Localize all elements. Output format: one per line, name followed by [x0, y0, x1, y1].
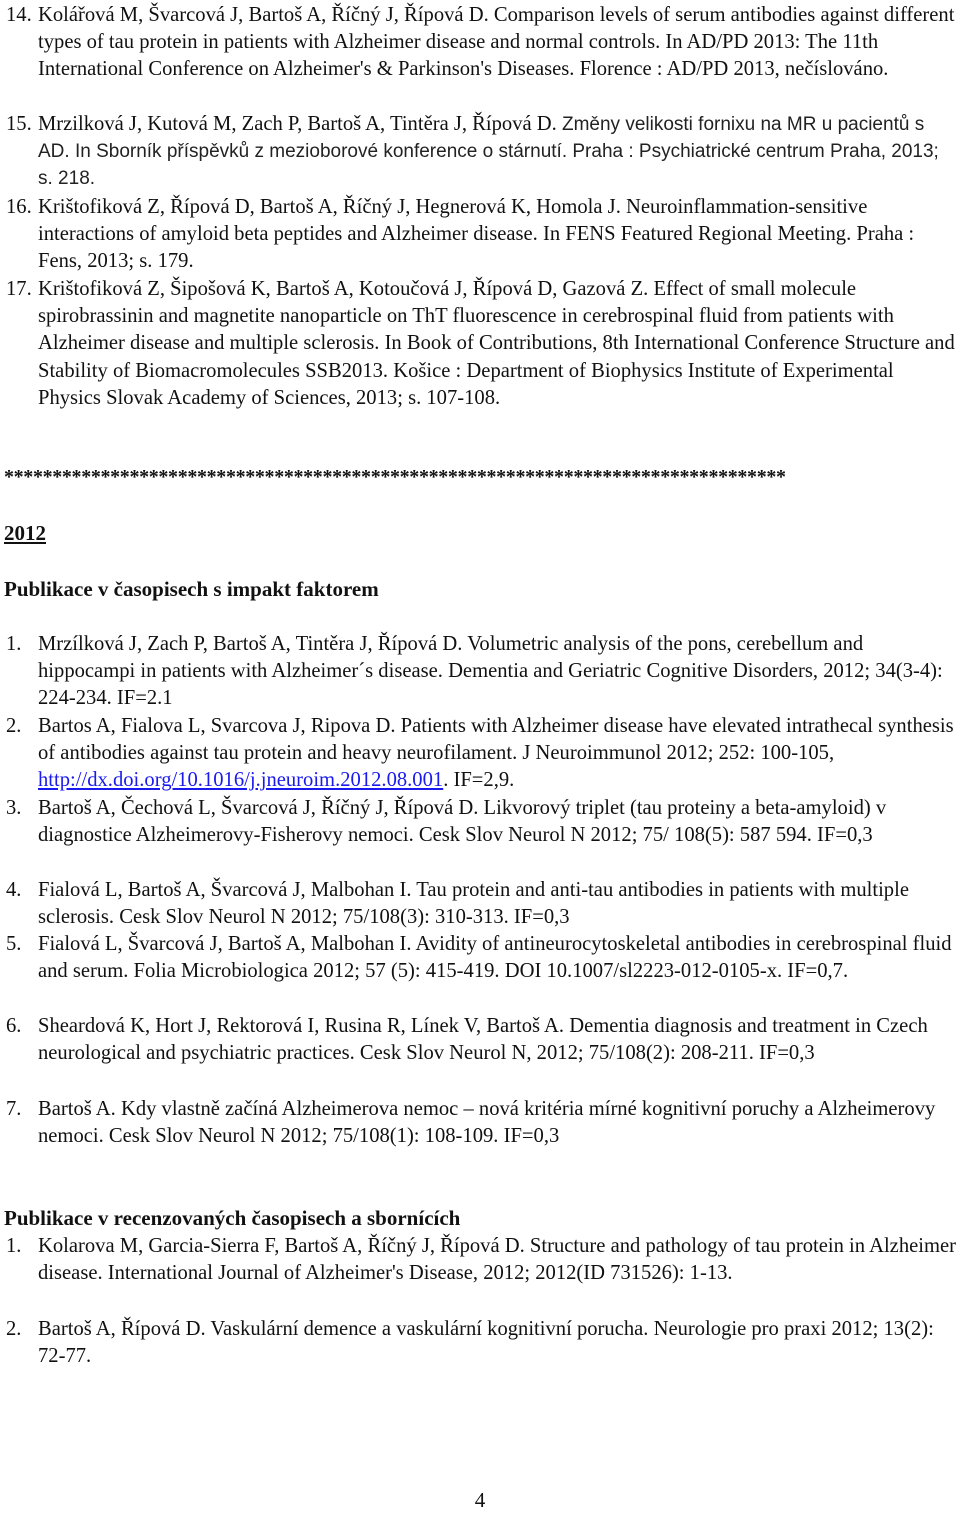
publication-item: [6, 795, 956, 849]
section-heading: Publikace v časopisech s impakt faktorem: [4, 577, 379, 601]
publication-number: 3.: [6, 797, 22, 819]
reference-text: Krištofiková Z, Řípová D, Bartoš A, Říčný J, Hegnerová K, Homola J. Neuroinflammation-sensitive interactions of amyloid beta peptides and Alzheimer disease. In FENS Featured Regional Meeting. Praha : Fens, 2013; s. 179.: [38, 196, 915, 273]
publication-number: 1.: [6, 1235, 22, 1257]
publication-text-end: . IF=2,9.: [443, 769, 515, 792]
publication-item: [6, 1316, 956, 1370]
publication-number: 4.: [6, 879, 22, 901]
publication-number: 7.: [6, 1098, 22, 1120]
publication-item: [6, 931, 956, 985]
page-number: 4: [474, 1488, 486, 1512]
reference-authors: Mrzilková J, Kutová M, Zach P, Bartoš A, Tintěra J, Řípová D.: [38, 113, 557, 135]
reference-item: [6, 194, 956, 276]
reference-number: 17.: [6, 278, 32, 300]
publication-text: Bartoš A. Kdy vlastně začíná Alzheimerova nemoc – nová kritéria mírné kognitivní poruchy a Alzheimerovy nemoci. Cesk Slov Neurol N 2012; 75/108(1): 108-109. IF=0,3: [38, 1098, 936, 1148]
publication-number: 2.: [6, 715, 22, 737]
publication-item: [6, 877, 956, 931]
reference-text: Změny velikosti fornixu na MR u pacientů s AD. In Sborník příspěvků z mezioborové konference o stárnutí. Praha : Psychiatrické centrum Praha, 2013; s. 218.: [38, 114, 939, 190]
publication-text: Bartos A, Fialova L, Svarcova J, Ripova D. Patients with Alzheimer disease have elevated intrathecal synthesis of antibodies against tau protein and heavy neurofilament. J Neuroimmunol 2012; 252: 100-105,: [38, 715, 954, 765]
publication-text: Fialová L, Bartoš A, Švarcová J, Malbohan I. Tau protein and anti-tau antibodies in patients with multiple sclerosis. Cesk Slov Neurol N 2012; 75/108(3): 310-313. IF=0,3: [38, 879, 909, 929]
publication-item: [6, 1013, 956, 1067]
publication-item: [6, 631, 956, 713]
reference-number: 15.: [6, 113, 32, 135]
section-heading: Publikace v recenzovaných časopisech a sbornících: [4, 1206, 461, 1230]
publication-number: 6.: [6, 1015, 22, 1037]
publication-number: 2.: [6, 1318, 22, 1340]
publication-text: Kolarova M, Garcia-Sierra F, Bartoš A, Říčný J, Řípová D. Structure and pathology of tau protein in Alzheimer disease. International Journal of Alzheimer's Disease, 2012; 2012(ID 731526): 1-13.: [38, 1235, 956, 1285]
publication-item: [6, 713, 956, 795]
publication-item: [6, 1233, 956, 1287]
reference-item: [6, 2, 956, 84]
reference-item: [6, 111, 956, 193]
year-heading: 2012: [4, 521, 46, 545]
publication-item: [6, 1096, 956, 1150]
publication-number: 5.: [6, 933, 22, 955]
publication-text: Fialová L, Švarcová J, Bartoš A, Malbohan I. Avidity of antineurocytoskeletal antibodies in cerebrospinal fluid and serum. Folia Microbiologica 2012; 57 (5): 415-419. DOI 10.1007/sl2223-012-0105-x. IF=0,7.: [38, 933, 952, 983]
publication-text: Bartoš A, Řípová D. Vaskulární demence a vaskulární kognitivní porucha. Neurologie pro praxi 2012; 13(2): 72-77.: [38, 1318, 934, 1368]
publication-text: Bartoš A, Čechová L, Švarcová J, Říčný J, Řípová D. Likvorový triplet (tau proteiny a beta-amyloid) v diagnostice Alzheimerovy-Fisherovy nemoci. Cesk Slov Neurol N 2012; 75/ 108(5): 587 594. IF=0,3: [38, 797, 887, 847]
separator-line: *********************************************************************************: [4, 466, 786, 488]
doi-link[interactable]: http://dx.doi.org/10.1016/j.jneuroim.2012.08.001: [38, 769, 444, 792]
reference-number: 16.: [6, 196, 32, 218]
reference-text: Krištofiková Z, Šipošová K, Bartoš A, Kotoučová J, Řípová D, Gazová Z. Effect of small molecule spirobrassinin and magnetite nanoparticle on ThT fluorescence in cerebrospinal fluid from patients with Alzheimer disease and multiple sclerosis. In Book of Contributions, 8th International Conference Structure and Stability of Biomacromolecules SSB2013. Košice : Department of Biophysics Institute of Experimental Physics Slovak Academy of Sciences, 2013; s. 107-108.: [38, 278, 955, 409]
reference-text: Kolářová M, Švarcová J, Bartoš A, Říčný J, Řípová D. Comparison levels of serum antibodies against different types of tau protein in patients with Alzheimer disease and normal controls. In AD/PD 2013: The 11th International Conference on Alzheimer's & Parkinson's Diseases. Florence : AD/PD 2013, nečíslováno.: [38, 4, 955, 81]
reference-number: 14.: [6, 4, 32, 26]
publication-number: 1.: [6, 633, 22, 655]
reference-item: [6, 276, 956, 412]
publication-text: Sheardová K, Hort J, Rektorová I, Rusina R, Línek V, Bartoš A. Dementia diagnosis and treatment in Czech neurological and psychiatric practices. Cesk Slov Neurol N, 2012; 75/108(2): 208-211. IF=0,3: [38, 1015, 928, 1065]
publication-text: Mrzílková J, Zach P, Bartoš A, Tintěra J, Řípová D. Volumetric analysis of the pons, cerebellum and hippocampi in patients with Alzheimer´s disease. Dementia and Geriatric Cognitive Disorders, 2012; 34(3-4): 224-234. IF=2.1: [38, 633, 943, 710]
